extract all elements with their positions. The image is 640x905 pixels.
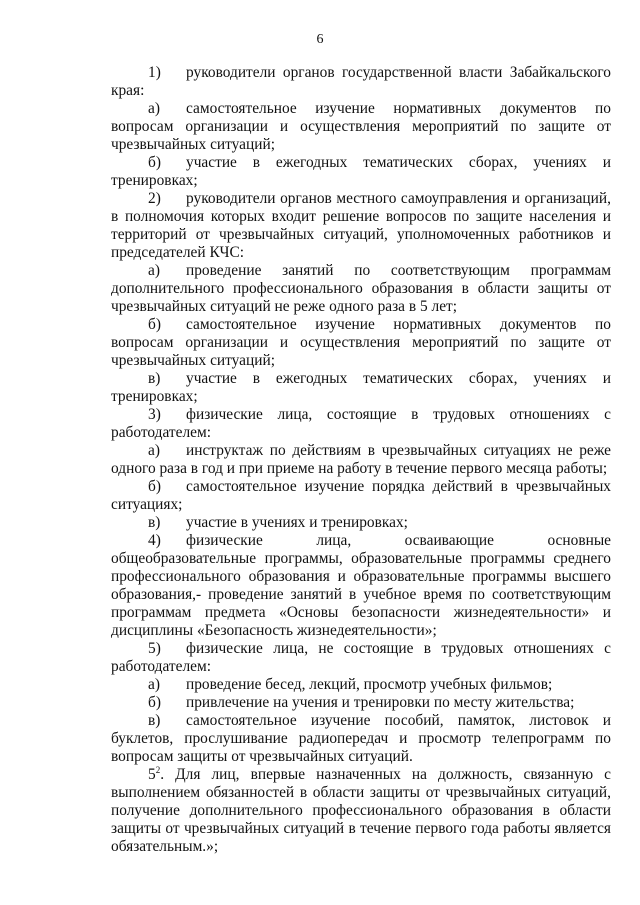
item-text: физические лица, не состоящие в трудовых отношениях с работодателем: xyxy=(111,640,611,675)
final-paragraph xyxy=(111,766,611,856)
item-marker: 2) xyxy=(148,190,161,207)
document-body xyxy=(111,64,611,856)
item-marker: б) xyxy=(148,154,161,171)
item-text: физические лица, осваивающие основные общеобразовательные программы, образовательные программы среднего профессионального образования и образовательные программы высшего образования,- проведение занятий в учебное время по соответствующим программам предмета «Основы безопасности жизнедеятельности» и дисциплины «Безопасность жизнедеятельности»; xyxy=(111,532,611,639)
item-marker: а) xyxy=(148,100,160,117)
item-marker: 4) xyxy=(148,532,161,549)
item-marker: 1) xyxy=(148,64,161,81)
item-text: самостоятельное изучение нормативных документов по вопросам организации и осуществления мероприятий по защите от чрезвычайных ситуаций; xyxy=(111,316,611,369)
final-paragraph-text: . Для лиц, впервые назначенных на должность, связанную с выполнением обязанностей в области защиты от чрезвычайных ситуаций, получение дополнительного профессионального образования в области защиты от чрезвычайных ситуаций в течение первого года работы является обязательным.»; xyxy=(111,766,611,855)
item-text: проведение бесед, лекций, просмотр учебных фильмов; xyxy=(186,676,553,693)
list-item xyxy=(111,532,611,640)
item-text: участие в ежегодных тематических сборах, учениях и тренировках; xyxy=(111,370,611,405)
list-item xyxy=(111,640,611,676)
list-item xyxy=(111,262,611,316)
item-text: физические лица, состоящие в трудовых отношениях с работодателем: xyxy=(111,406,611,441)
item-text: проведение занятий по соответствующим программам дополнительного профессионального образования в области защиты от чрезвычайных ситуаций не реже одного раза в 5 лет; xyxy=(111,262,611,315)
item-text: привлечение на учения и тренировки по месту жительства; xyxy=(186,694,575,711)
list-item xyxy=(111,694,611,712)
item-text: руководители органов местного самоуправления и организаций, в полномочия которых входит решение вопросов по защите населения и территорий от чрезвычайных ситуаций, уполномоченных работников и председателей КЧС: xyxy=(111,190,611,261)
list-item xyxy=(111,370,611,406)
final-paragraph-superscript: 2 xyxy=(155,765,161,775)
list-item xyxy=(111,712,611,766)
item-text: самостоятельное изучение нормативных документов по вопросам организации и осуществления мероприятий по защите от чрезвычайных ситуаций; xyxy=(111,100,611,153)
item-text: самостоятельное изучение пособий, памяток, листовок и буклетов, прослушивание радиопередач и просмотр телепрограмм по вопросам защиты от чрезвычайных ситуаций. xyxy=(111,712,611,765)
item-marker: 3) xyxy=(148,406,161,423)
item-marker: 5) xyxy=(148,640,161,657)
list-item xyxy=(111,64,611,100)
page-number: 6 xyxy=(316,32,324,47)
list-item xyxy=(111,478,611,514)
item-marker: в) xyxy=(148,712,161,729)
item-marker: б) xyxy=(148,694,161,711)
item-marker: а) xyxy=(148,262,160,279)
list-item xyxy=(111,316,611,370)
item-text: руководители органов государственной власти Забайкальского края: xyxy=(111,64,611,99)
item-text: участие в ежегодных тематических сборах, учениях и тренировках; xyxy=(111,154,611,189)
list-item xyxy=(111,100,611,154)
final-paragraph-number: 5 xyxy=(148,766,156,783)
list-item xyxy=(111,154,611,190)
list-item xyxy=(111,406,611,442)
item-text: самостоятельное изучение порядка действий в чрезвычайных ситуациях; xyxy=(111,478,611,513)
list-item xyxy=(111,676,611,694)
item-marker: в) xyxy=(148,370,161,387)
item-marker: в) xyxy=(148,514,161,531)
item-marker: б) xyxy=(148,316,161,333)
list-item xyxy=(111,190,611,262)
list-item xyxy=(111,514,611,532)
item-text: участие в учениях и тренировках; xyxy=(186,514,408,531)
item-marker: а) xyxy=(148,676,160,693)
item-text: инструктаж по действиям в чрезвычайных ситуациях не реже одного раза в год и при приеме на работу в течение первого месяца работы; xyxy=(111,442,611,477)
item-marker: а) xyxy=(148,442,160,459)
list-item xyxy=(111,442,611,478)
item-marker: б) xyxy=(148,478,161,495)
